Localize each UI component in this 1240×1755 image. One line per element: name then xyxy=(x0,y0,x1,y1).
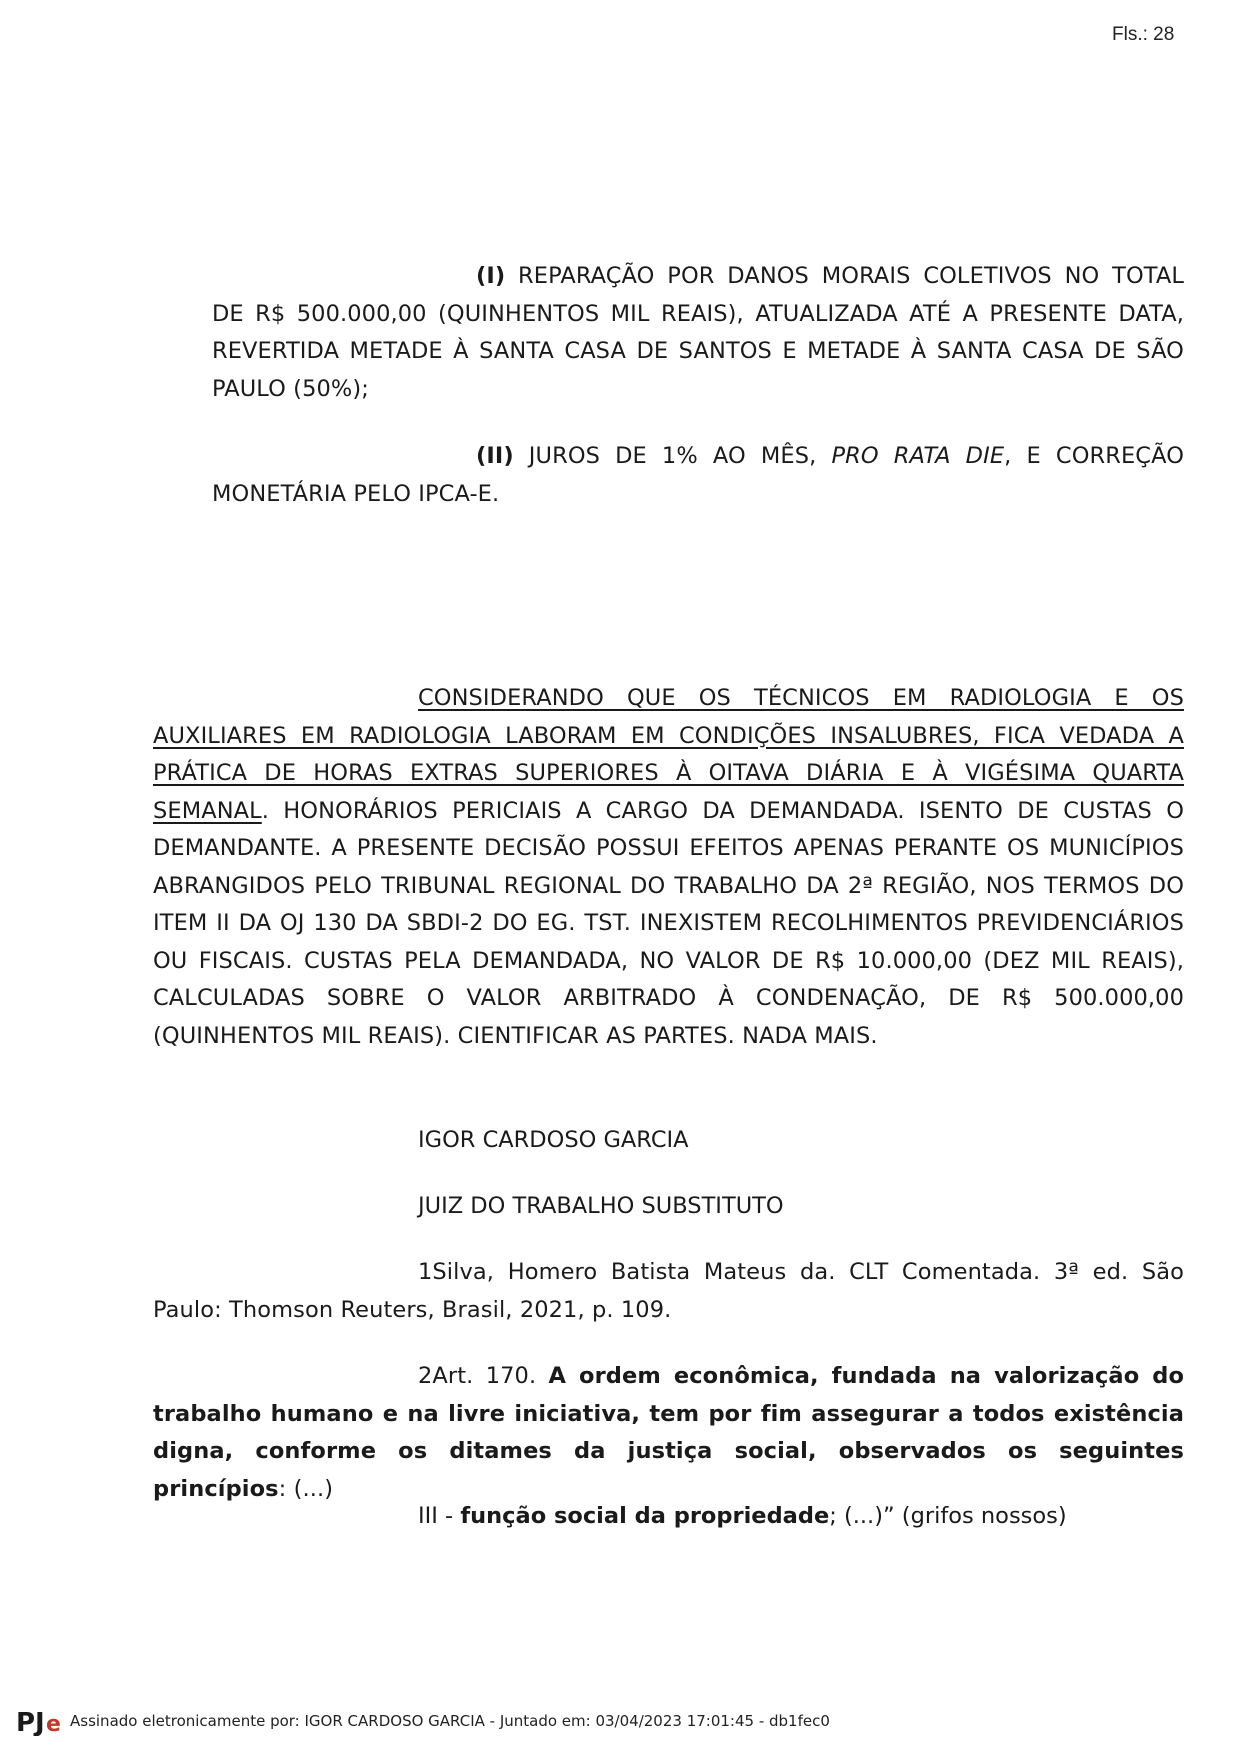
item-ii-paragraph xyxy=(212,438,1184,513)
page-number: Fls.: 28 xyxy=(1112,24,1175,45)
item-ii-text-b: , E CORREÇÃO MONETÁRIA PELO IPCA-E. xyxy=(212,443,1185,507)
footnote-3-suffix: ; (...)” (grifos nossos) xyxy=(829,1503,1067,1529)
pje-logo-icon xyxy=(16,1706,62,1736)
item-i-paragraph xyxy=(212,258,1184,408)
judge-title: JUIZ DO TRABALHO SUBSTITUTO xyxy=(418,1193,784,1219)
signature-footer xyxy=(16,1704,830,1738)
judge-name: IGOR CARDOSO GARCIA xyxy=(418,1127,689,1153)
footnote-3 xyxy=(418,1498,1067,1536)
footnote-2-bold: A ordem econômica, fundada na valorização do trabalho humano e na livre iniciativa, tem por fim assegurar a todos existência digna, conforme os ditames da justiça social, observados os seguintes princípios xyxy=(153,1363,1184,1502)
svg-text:PJ: PJ xyxy=(16,1708,45,1736)
item-ii-label: (II) xyxy=(476,443,514,469)
decision-paragraph xyxy=(153,680,1184,1055)
item-i-text: REPARAÇÃO POR DANOS MORAIS COLETIVOS NO TOTAL DE R$ 500.000,00 (QUINHENTOS MIL REAIS), ATUALIZADA ATÉ A PRESENTE DATA, REVERTIDA METADE À SANTA CASA DE SANTOS E METADE À SANTA CASA DE SÃO PAULO (50%); xyxy=(212,263,1184,402)
signature-text: Assinado eletronicamente por: IGOR CARDOSO GARCIA - Juntado em: 03/04/2023 17:01:45 - db1fec0 xyxy=(70,1712,830,1730)
footnote-3-bold: função social da propriedade xyxy=(460,1503,830,1529)
item-ii-italic: PRO RATA DIE xyxy=(831,443,1005,469)
decision-text: . HONORÁRIOS PERICIAIS A CARGO DA DEMANDADA. ISENTO DE CUSTAS O DEMANDANTE. A PRESENTE DECISÃO POSSUI EFEITOS APENAS PERANTE OS MUNICÍPIOS ABRANGIDOS PELO TRIBUNAL REGIONAL DO TRABALHO DA 2ª REGIÃO, NOS TERMOS DO ITEM II DA OJ 130 DA SBDI-2 DO EG. TST. INEXISTEM RECOLHIMENTOS PREVIDENCIÁRIOS OU FISCAIS. CUSTAS PELA DEMANDADA, NO VALOR DE R$ 10.000,00 (DEZ MIL REAIS), CALCULADAS SOBRE O VALOR ARBITRADO À CONDENAÇÃO, DE R$ 500.000,00 (QUINHENTOS MIL REAIS). CIENTIFICAR AS PARTES. NADA MAIS. xyxy=(153,797,1184,1049)
footnote-2-suffix: : (...) xyxy=(278,1475,334,1502)
footnote-3-prefix: III - xyxy=(418,1503,461,1529)
footnote-2-prefix: 2Art. 170. xyxy=(418,1363,549,1389)
item-i-label: (I) xyxy=(476,263,506,289)
footnote-2 xyxy=(153,1358,1184,1508)
footnote-1: 1Silva, Homero Batista Mateus da. CLT Comentada. 3ª ed. São Paulo: Thomson Reuters, Brasil, 2021, p. 109. xyxy=(153,1259,1184,1323)
decision-underlined-text: CONSIDERANDO QUE OS TÉCNICOS EM RADIOLOGIA E OS AUXILIARES EM RADIOLOGIA LABORAM EM CONDIÇÕES INSALUBRES, FICA VEDADA A PRÁTICA DE HORAS EXTRAS SUPERIORES À OITAVA DIÁRIA E À VIGÉSIMA QUARTA SEMANAL xyxy=(153,685,1184,824)
item-ii-text-a: JUROS DE 1% AO MÊS, xyxy=(513,443,832,469)
svg-text:e: e xyxy=(46,1712,61,1736)
